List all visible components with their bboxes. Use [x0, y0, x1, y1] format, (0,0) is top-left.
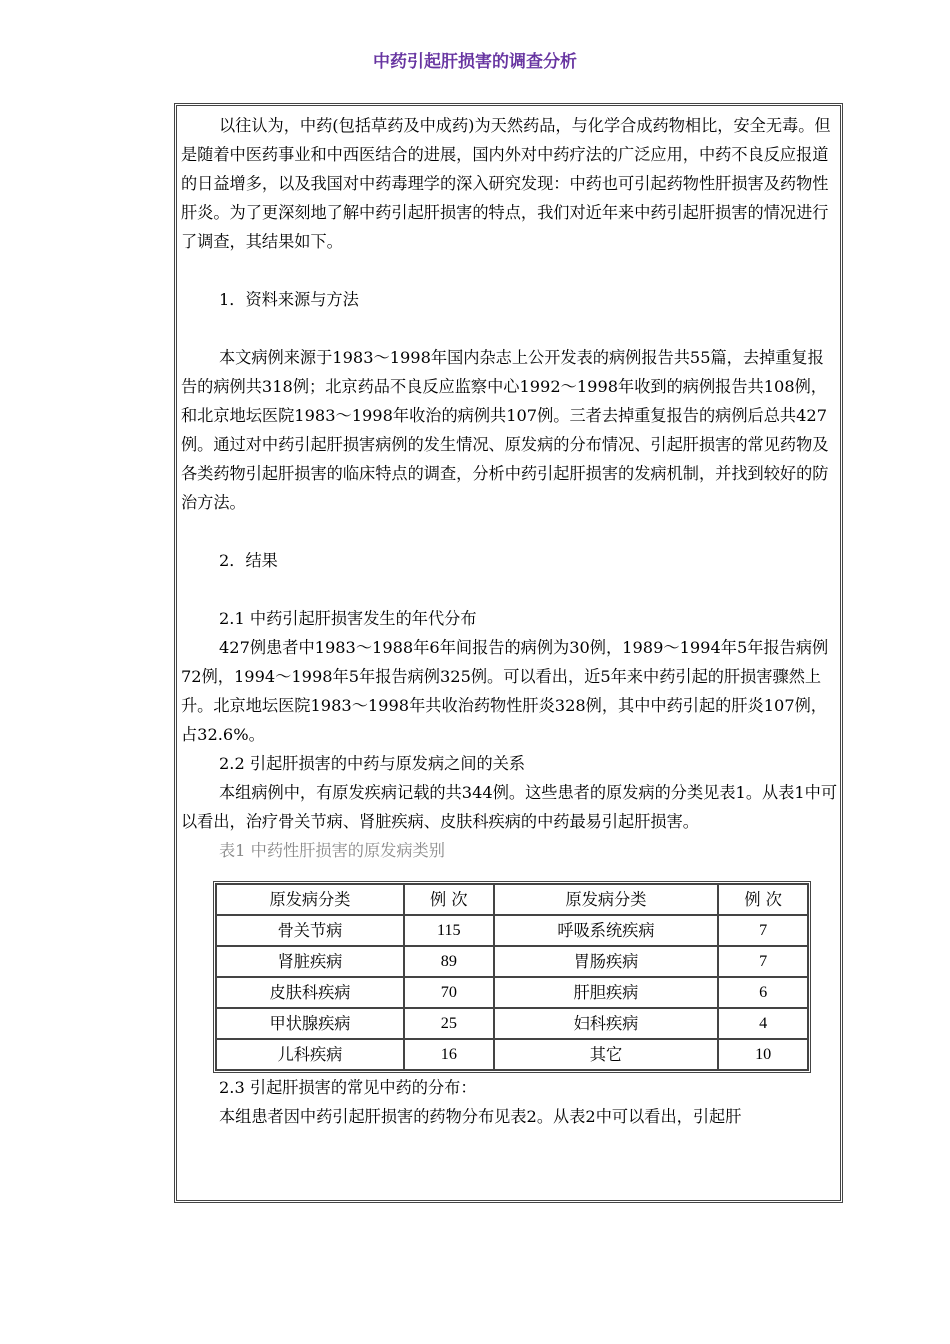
table-cell: 妇科疾病: [494, 1008, 719, 1039]
section22-heading: 2.2 引起肝损害的中药与原发病之间的关系: [219, 754, 526, 773]
table-row: [216, 946, 808, 977]
page-title: 中药引起肝损害的调查分析: [373, 52, 577, 72]
table-cell: 骨关节病: [216, 915, 404, 946]
table-cell: 呼吸系统疾病: [494, 915, 719, 946]
table-cell: 甲状腺疾病: [216, 1008, 404, 1039]
table-cell: 6: [718, 977, 808, 1008]
table-cell: 儿科疾病: [216, 1039, 404, 1070]
content-frame: [174, 103, 843, 1203]
section1-paragraph: 本文病例来源于1983～1998年国内杂志上公开发表的病例报告共55篇，去掉重复报告的病例共318例；北京药品不良反应监察中心1992～1998年收到的病例报告共108例，和北京地坛医院1983～1998年收治的病例共107例。三者去掉重复报告的病例后总共427例。通过对中药引起肝损害病例的发生情况、原发病的分布情况、引起肝损害的常见药物及各类药物引起肝损害的临床特点的调查，分析中药引起肝损害的发病机制，并找到较好的防治方法。: [181, 348, 829, 512]
table-cell: 70: [404, 977, 494, 1008]
table-row: [216, 1008, 808, 1039]
section21-paragraph: 427例患者中1983～1988年6年间报告的病例为30例，1989～1994年5年报告病例72例，1994～1998年5年报告病例325例。可以看出，近5年来中药引起的肝损害骤然上升。北京地坛医院1983～1998年共收治药物性肝炎328例，其中中药引起的肝炎107例，占32.6%。: [181, 638, 829, 744]
table1-caption: 表1 中药性肝损害的原发病类别: [219, 841, 445, 860]
table-cell: 16: [404, 1039, 494, 1070]
table-cell: 25: [404, 1008, 494, 1039]
section22-paragraph: 本组病例中，有原发疾病记载的共344例。这些患者的原发病的分类见表1。从表1中可以看出，治疗骨关节病、肾脏疾病、皮肤科疾病的中药最易引起肝损害。: [181, 783, 838, 831]
intro-paragraph: 以往认为，中药(包括草药及中成药)为天然药品，与化学合成药物相比，安全无毒。但是随着中医药事业和中西医结合的进展，国内外对中药疗法的广泛应用，中药不良反应报道的日益增多，以及我国对中药毒理学的深入研究发现：中药也可引起药物性肝损害及药物性肝炎。为了更深刻地了解中药引起肝损害的特点，我们对近年来中药引起肝损害的情况进行了调查，其结果如下。: [181, 116, 831, 251]
table-cell: 其它: [494, 1039, 719, 1070]
table-cell: 皮肤科疾病: [216, 977, 404, 1008]
table-header-cell: 例 次: [718, 884, 808, 915]
section23-paragraph: 本组患者因中药引起肝损害的药物分布见表2。从表2中可以看出，引起肝: [219, 1107, 742, 1126]
table-cell: 7: [718, 915, 808, 946]
table-cell: 10: [718, 1039, 808, 1070]
section21-heading: 2.1 中药引起肝损害发生的年代分布: [219, 609, 477, 628]
table-cell: 肝胆疾病: [494, 977, 719, 1008]
table-header-cell: 例 次: [404, 884, 494, 915]
table-cell: 7: [718, 946, 808, 977]
table-cell: 4: [718, 1008, 808, 1039]
table-row: [216, 915, 808, 946]
table-cell: 肾脏疾病: [216, 946, 404, 977]
section2-heading: 2．结果: [219, 551, 278, 570]
table-header-cell: 原发病分类: [494, 884, 719, 915]
section23-heading: 2.3 引起肝损害的常见中药的分布：: [219, 1078, 477, 1097]
table-row: [216, 1039, 808, 1070]
table-cell: 89: [404, 946, 494, 977]
table-cell: 胃肠疾病: [494, 946, 719, 977]
table-cell: 115: [404, 915, 494, 946]
table-header-row: [216, 884, 808, 915]
table-row: [216, 977, 808, 1008]
table1: [213, 881, 811, 1073]
table-header-cell: 原发病分类: [216, 884, 404, 915]
section1-heading: 1．资料来源与方法: [219, 290, 359, 309]
article-body: [181, 111, 839, 1131]
